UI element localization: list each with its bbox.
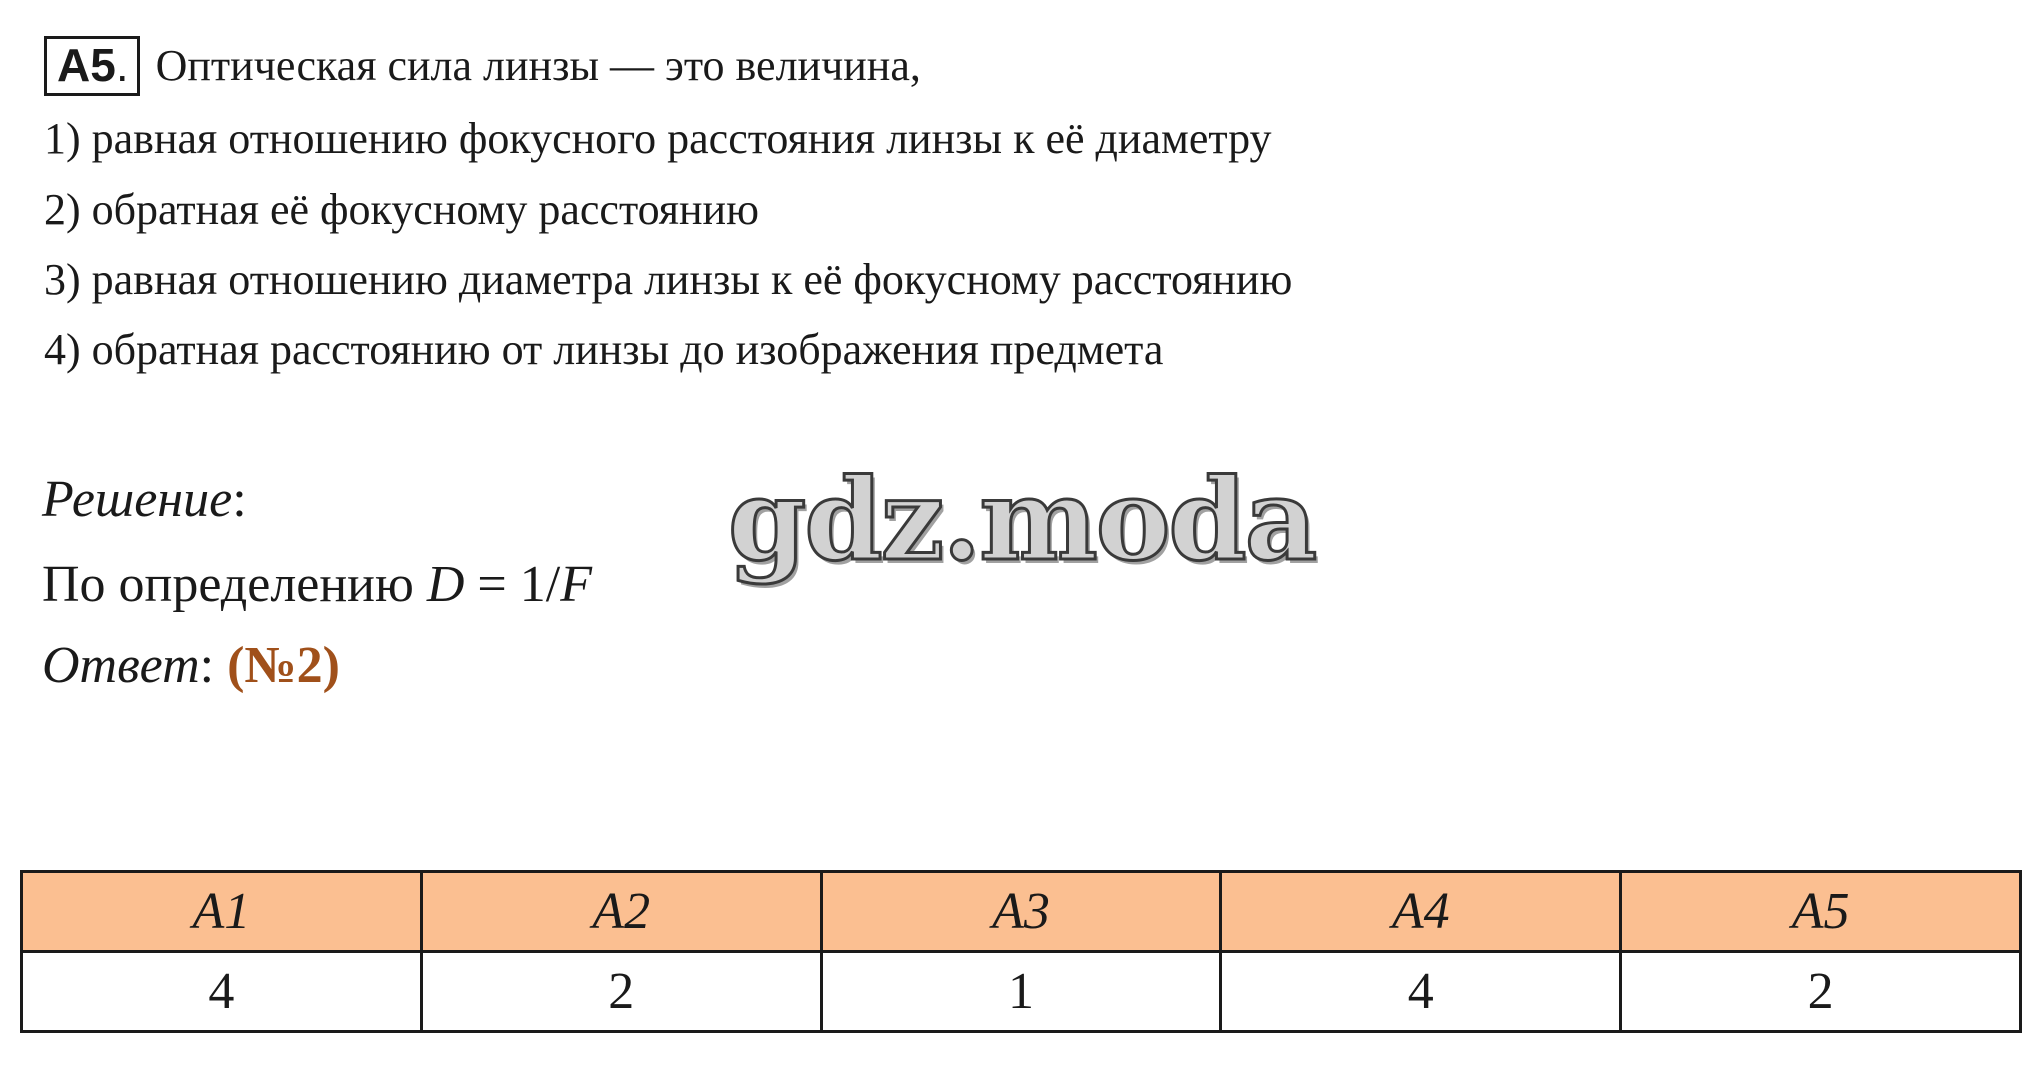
answers-table-header-cell: А1 xyxy=(22,872,422,952)
answers-table-value-cell: 1 xyxy=(821,952,1221,1032)
question-header xyxy=(44,36,921,96)
answers-table-value-cell: 2 xyxy=(421,952,821,1032)
formula-denominator: F xyxy=(560,556,592,613)
question-number-suffix: . xyxy=(115,39,129,91)
question-number: А5 xyxy=(57,39,116,91)
answers-table-header-cell: А3 xyxy=(821,872,1221,952)
answers-table xyxy=(20,870,2022,1033)
answer-option-4: 4) обратная расстоянию от линзы до изображения предмета xyxy=(44,325,1164,374)
answer-value: (№2) xyxy=(227,637,340,694)
answers-table-value-row xyxy=(22,952,2021,1032)
answers-table-header-cell: А5 xyxy=(1621,872,2021,952)
answer-line xyxy=(42,636,340,696)
question-number-box xyxy=(44,36,140,96)
answer-option-3: 3) равная отношению диаметра линзы к её фокусному расстоянию xyxy=(44,255,1293,304)
answer-option-2: 2) обратная её фокусному расстоянию xyxy=(44,185,759,234)
watermark-logo: gdz.moda xyxy=(728,455,1316,586)
answers-table-header-cell: А2 xyxy=(421,872,821,952)
solution-label-text: Решение xyxy=(42,471,233,528)
answer-label-colon: : xyxy=(199,637,228,694)
formula-numerator: 1 xyxy=(519,556,546,613)
answer-label: Ответ xyxy=(42,637,200,694)
answers-table-value-cell: 4 xyxy=(1221,952,1621,1032)
question-stem: Оптическая сила линзы — это величина, xyxy=(155,41,921,90)
answers-table-header-cell: А4 xyxy=(1221,872,1621,952)
answers-table-value-cell: 4 xyxy=(22,952,422,1032)
formula-slash: / xyxy=(545,556,561,613)
solution-text-body: По определению xyxy=(42,556,427,613)
answers-table-header-row xyxy=(22,872,2021,952)
formula-lhs: D xyxy=(426,556,465,613)
solution-label-colon: : xyxy=(232,471,247,528)
answers-table-value-cell: 2 xyxy=(1621,952,2021,1032)
formula-equals: = xyxy=(464,556,520,613)
solution-label xyxy=(42,470,247,530)
answer-option-1: 1) равная отношению фокусного расстояния линзы к её диаметру xyxy=(44,114,1272,163)
solution-text xyxy=(42,555,592,615)
